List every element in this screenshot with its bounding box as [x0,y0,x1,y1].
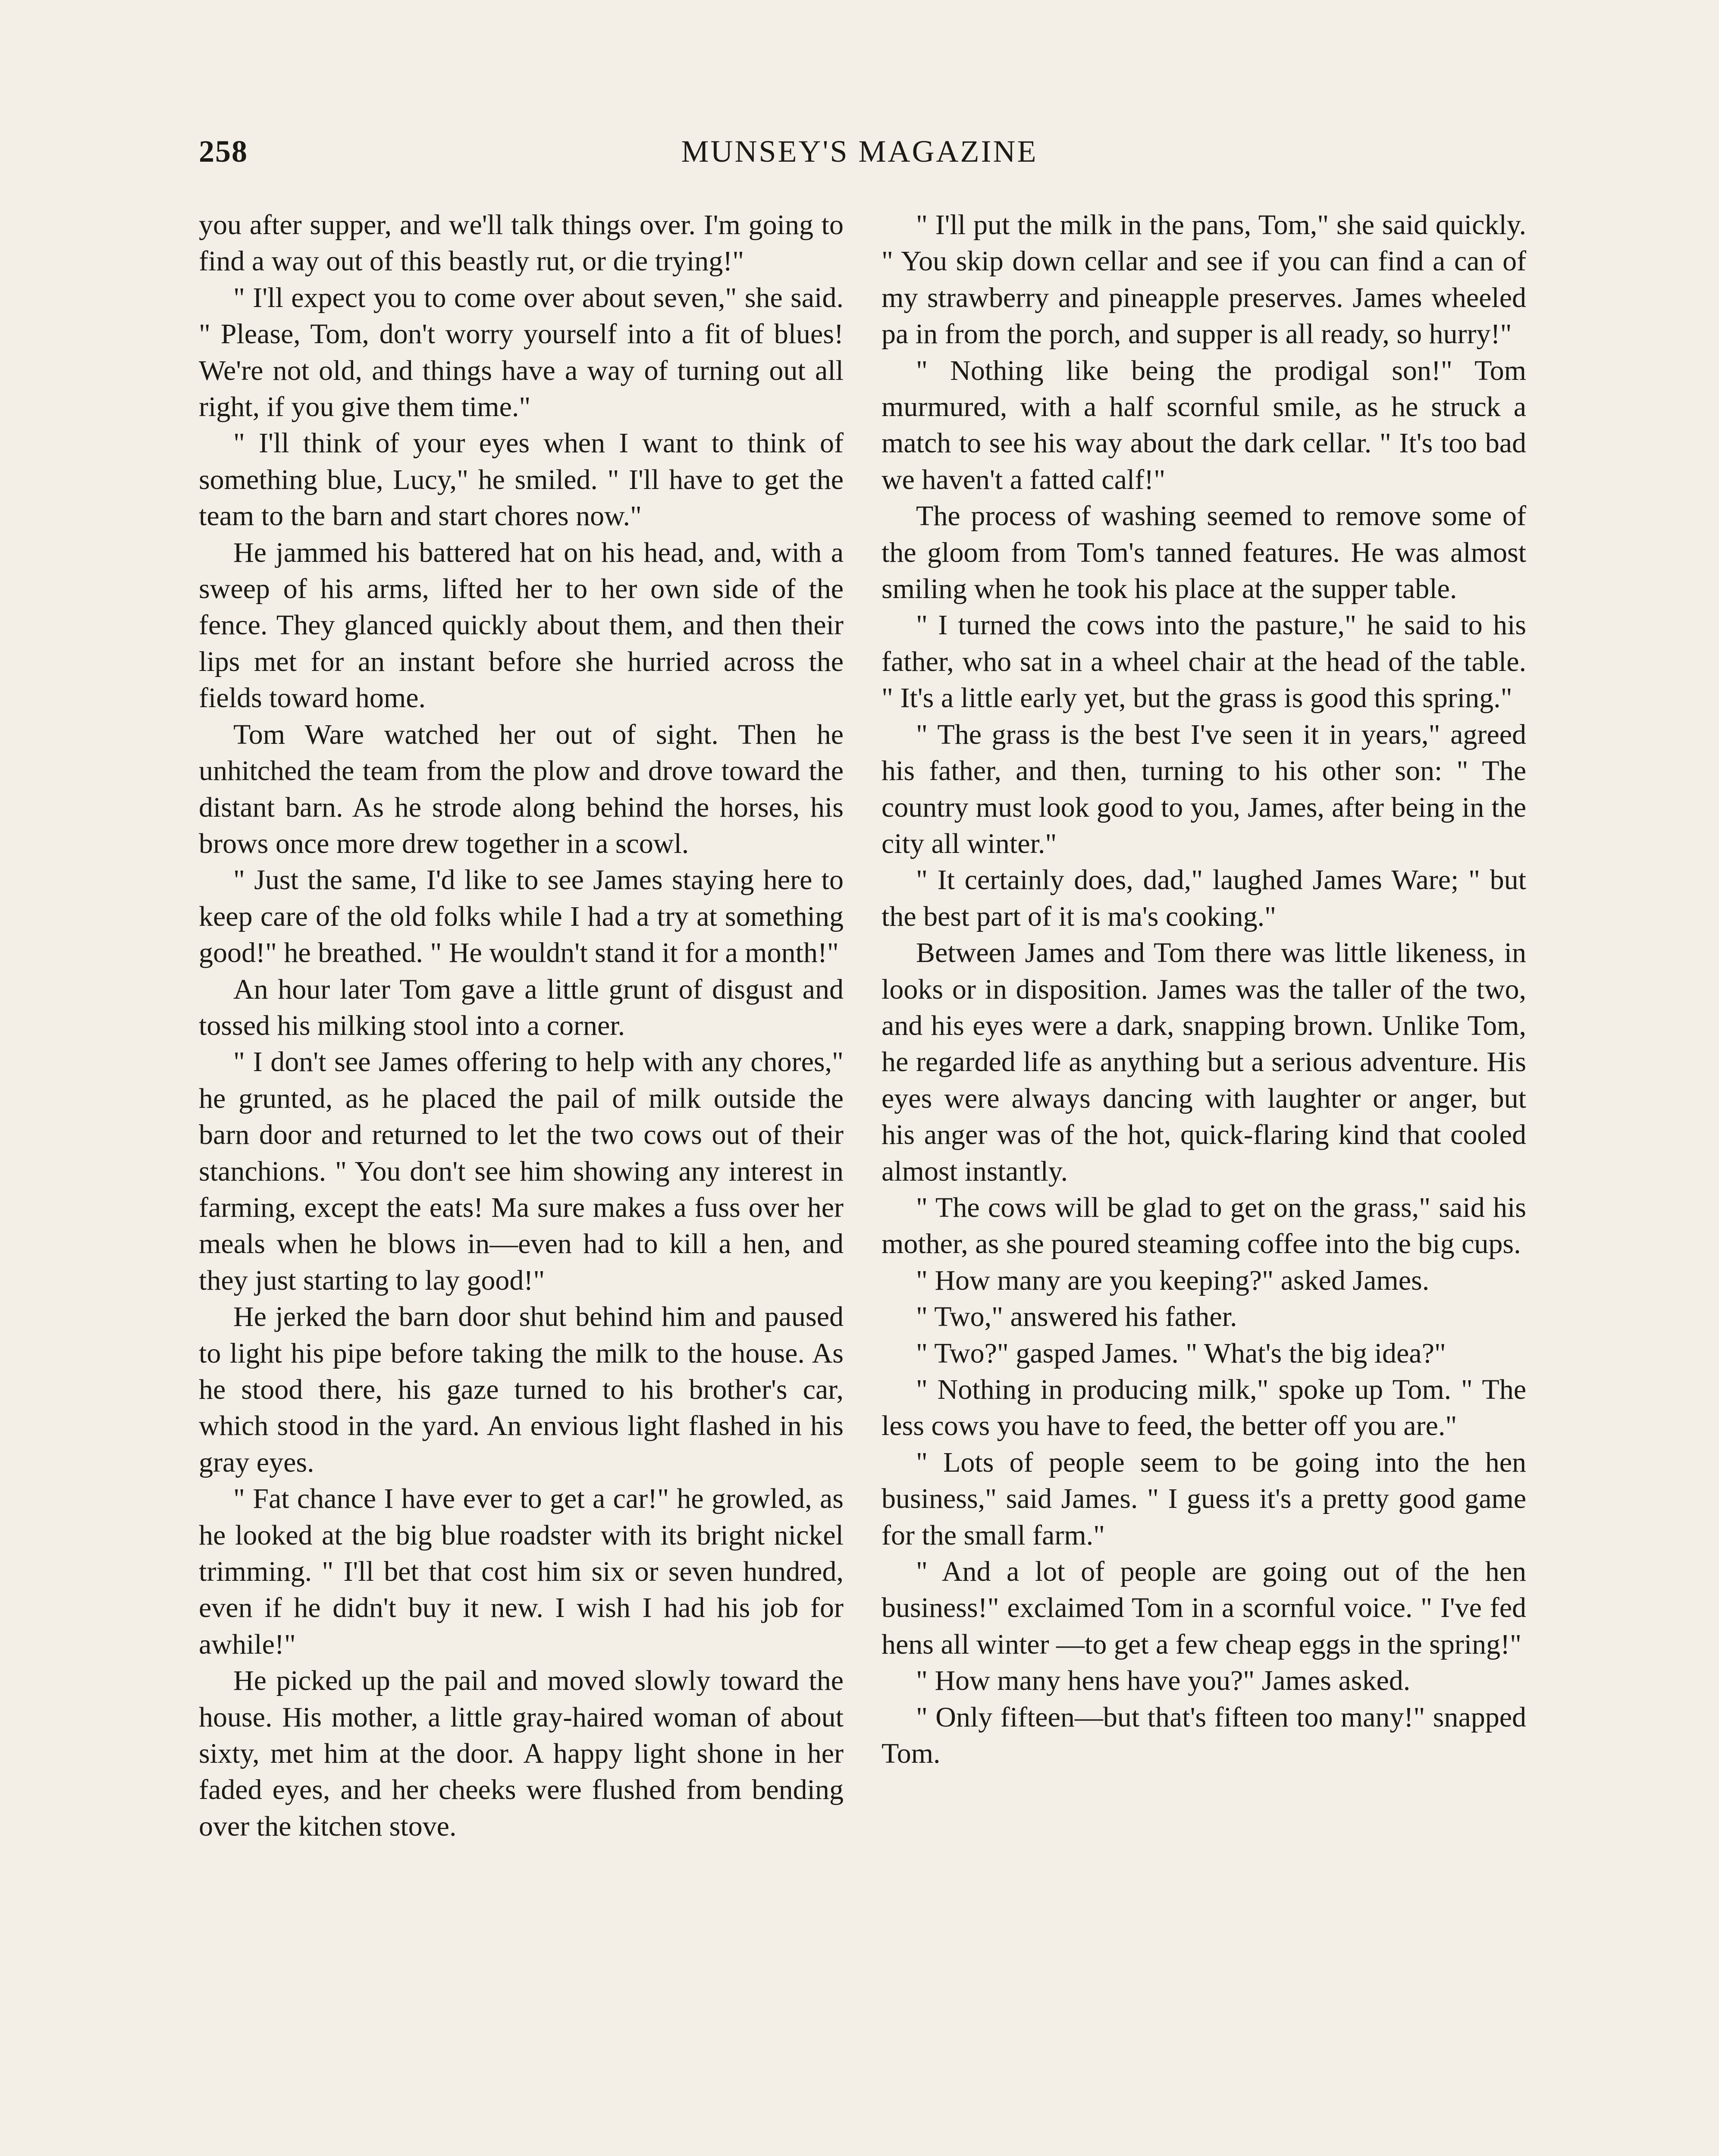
running-title: MUNSEY'S MAGAZINE [681,134,1038,169]
paragraph: " I don't see James offering to help with any chores," he grunted, as he placed the pail of milk outside the barn door and returned to let the two cows out of their stanchions. " You don't see him showing any interest in farming, except the eats! Ma sure makes a fuss over her meals when he blows in—even had to kill a hen, and they just starting to lay good!" [199,1046,844,1296]
paragraph: " Two?" gasped James. " What's the big idea?" [916,1337,1446,1369]
paragraph: " It certainly does, dad," laughed James Ware; " but the best part of it is ma's cooking." [881,864,1526,932]
paragraph: He jerked the barn door shut behind him and paused to light his pipe before taking the milk to the house. As he stood there, his gaze turned to his brother's car, which stood in the yard. An envious light flashed in his gray eyes. [199,1301,844,1478]
paragraph: " How many hens have you?" James asked. [916,1665,1411,1697]
paragraph: Between James and Tom there was little likeness, in looks or in disposition. James was the taller of the two, and his eyes were a dark, snapping brown. Unlike Tom, he regarded life as anything but a serious adventure. His eyes were always dancing with laughter or anger, but his anger was of the hot, quick-flaring kind that cooled almost instantly. [881,937,1526,1187]
paragraph: " And a lot of people are going out of the hen business!" exclaimed Tom in a scornful voice. " I've fed hens all winter —to get a few cheap eggs in the spring!" [881,1556,1526,1660]
paragraph: " Lots of people seem to be going into the hen business," said James. " I guess it's a pretty good game for the small farm." [881,1446,1526,1551]
paragraph: you after supper, and we'll talk things over. I'm going to find a way out of this beastly rut, or die trying!" [199,209,844,277]
right-column [881,207,1526,1772]
paragraph: " Two," answered his father. [916,1301,1237,1333]
paragraph: " Just the same, I'd like to see James staying here to keep care of the old folks while I had a try at something good!" he breathed. " He wouldn't stand it for a month!" [199,864,844,969]
paragraph: " I'll expect you to come over about seven," she said. " Please, Tom, don't worry yourself into a fit of blues! We're not old, and things have a way of turning out all right, if you give them time." [199,282,844,423]
paragraph: " Nothing in producing milk," spoke up Tom. " The less cows you have to feed, the better off you are." [881,1374,1526,1442]
left-column [199,207,844,1845]
paragraph: " Fat chance I have ever to get a car!" he growled, as he looked at the big blue roadster with its bright nickel trimming. " I'll bet that cost him six or seven hundred, even if he didn't buy it new. I wish I had his job for awhile!" [199,1483,844,1660]
paragraph: The process of washing seemed to remove some of the gloom from Tom's tanned features. He was almost smiling when he took his place at the supper table. [881,500,1526,605]
paragraph: " I'll think of your eyes when I want to think of something blue, Lucy," he smiled. " I'll have to get the team to the barn and start chores now." [199,427,844,532]
paragraph: " How many are you keeping?" asked James. [916,1264,1430,1296]
paragraph: He picked up the pail and moved slowly toward the house. His mother, a little gray-haired woman of about sixty, met him at the door. A happy light shone in her faded eyes, and her cheeks were flushed from bending over the kitchen stove. [199,1665,844,1842]
paragraph: " Only fifteen—but that's fifteen too many!" snapped Tom. [881,1701,1526,1770]
page-number: 258 [199,134,248,169]
paragraph: Tom Ware watched her out of sight. Then he unhitched the team from the plow and drove toward the distant barn. As he strode along behind the horses, his brows once more drew together in a scowl. [199,718,844,859]
paragraph: He jammed his battered hat on his head, and, with a sweep of his arms, lifted her to her own side of the fence. They glanced quickly about them, and then their lips met for an instant before she hurried across the fields toward home. [199,536,844,714]
paragraph: " Nothing like being the prodigal son!" Tom murmured, with a half scornful smile, as he struck a match to see his way about the dark cellar. " It's too bad we haven't a fatted calf!" [881,354,1526,495]
paragraph: " I'll put the milk in the pans, Tom," she said quickly. " You skip down cellar and see if you can find a can of my strawberry and pineapple preserves. James wheeled pa in from the porch, and supper is all ready, so hurry!" [881,209,1526,350]
paragraph: An hour later Tom gave a little grunt of disgust and tossed his milking stool into a corner. [199,973,844,1041]
paragraph: " I turned the cows into the pasture," he said to his father, who sat in a wheel chair at the head of the table. " It's a little early yet, but the grass is good this spring." [881,609,1526,714]
paragraph: " The grass is the best I've seen it in years," agreed his father, and then, turning to his other son: " The country must look good to you, James, after being in the city all winter." [881,718,1526,859]
paragraph: " The cows will be glad to get on the grass," said his mother, as she poured steaming coffee into the big cups. [881,1191,1526,1260]
